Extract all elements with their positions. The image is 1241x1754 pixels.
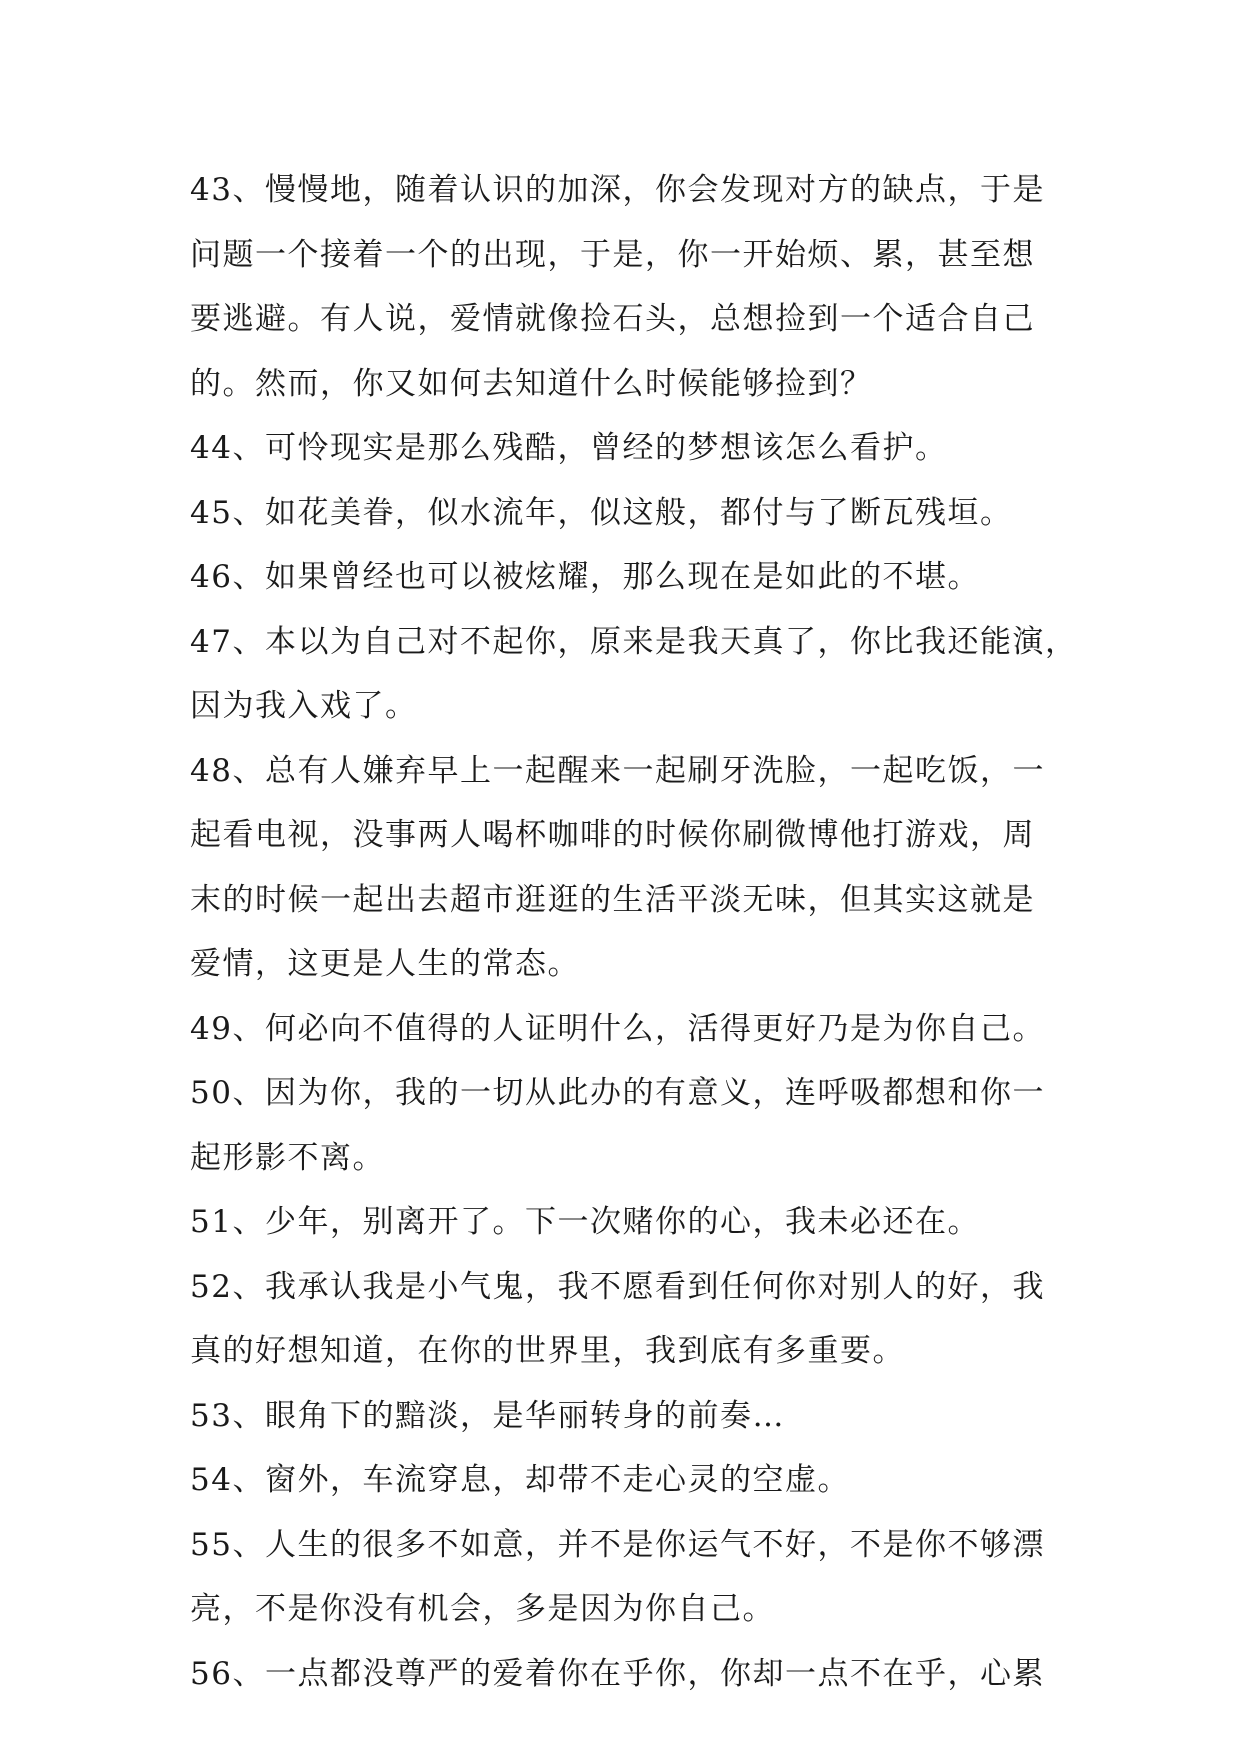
text-line: 55、人生的很多不如意，并不是你运气不好，不是你不够漂: [190, 1526, 1045, 1563]
text-line: 问题一个接着一个的出现，于是，你一开始烦、累，甚至想: [190, 236, 1035, 273]
text-line: 54、窗外，车流穿息，却带不走心灵的空虚。: [190, 1462, 850, 1498]
text-line: 47、本以为自己对不起你，原来是我天真了，你比我还能演，: [190, 623, 1078, 660]
text-line: 因为我入戏了。: [190, 688, 418, 724]
text-line: 起形影不离。: [190, 1139, 385, 1176]
text-line: 起看电视，没事两人喝杯咖啡的时候你刷微博他打游戏，周: [190, 817, 1035, 853]
text-line: 49、何必向不值得的人证明什么，活得更好乃是为你自己。: [190, 1010, 1045, 1047]
text-line: 48、总有人嫌弃早上一起醒来一起刷牙洗脸，一起吃饭，一: [190, 752, 1045, 789]
document-body: [190, 158, 1090, 1706]
text-line: 52、我承认我是小气鬼，我不愿看到任何你对别人的好，我: [190, 1268, 1045, 1305]
text-line: 56、一点都没尊严的爱着你在乎你，你却一点不在乎，心累: [190, 1655, 1045, 1692]
text-line: 的。然而，你又如何去知道什么时候能够捡到？: [190, 365, 873, 402]
text-line: 44、可怜现实是那么残酷，曾经的梦想该怎么看护。: [190, 430, 948, 466]
text-line: 要逃避。有人说，爱情就像捡石头，总想捡到一个适合自己: [190, 301, 1035, 337]
text-line: 末的时候一起出去超市逛逛的生活平淡无味，但其实这就是: [190, 881, 1035, 918]
text-line: 46、如果曾经也可以被炫耀，那么现在是如此的不堪。: [190, 559, 980, 595]
text-line: 43、慢慢地，随着认识的加深，你会发现对方的缺点，于是: [190, 172, 1045, 208]
text-line: 51、少年，别离开了。下一次赌你的心，我未必还在。: [190, 1204, 980, 1240]
text-line: 真的好想知道，在你的世界里，我到底有多重要。: [190, 1333, 905, 1369]
text-line: 50、因为你，我的一切从此办的有意义，连呼吸都想和你一: [190, 1075, 1045, 1111]
text-line: 45、如花美眷，似水流年，似这般，都付与了断瓦残垣。: [190, 494, 1013, 531]
text-line: 53、眼角下的黯淡，是华丽转身的前奏…: [190, 1397, 785, 1434]
text-line: 爱情，这更是人生的常态。: [190, 946, 580, 982]
text-line: 亮，不是你没有机会，多是因为你自己。: [190, 1591, 775, 1627]
